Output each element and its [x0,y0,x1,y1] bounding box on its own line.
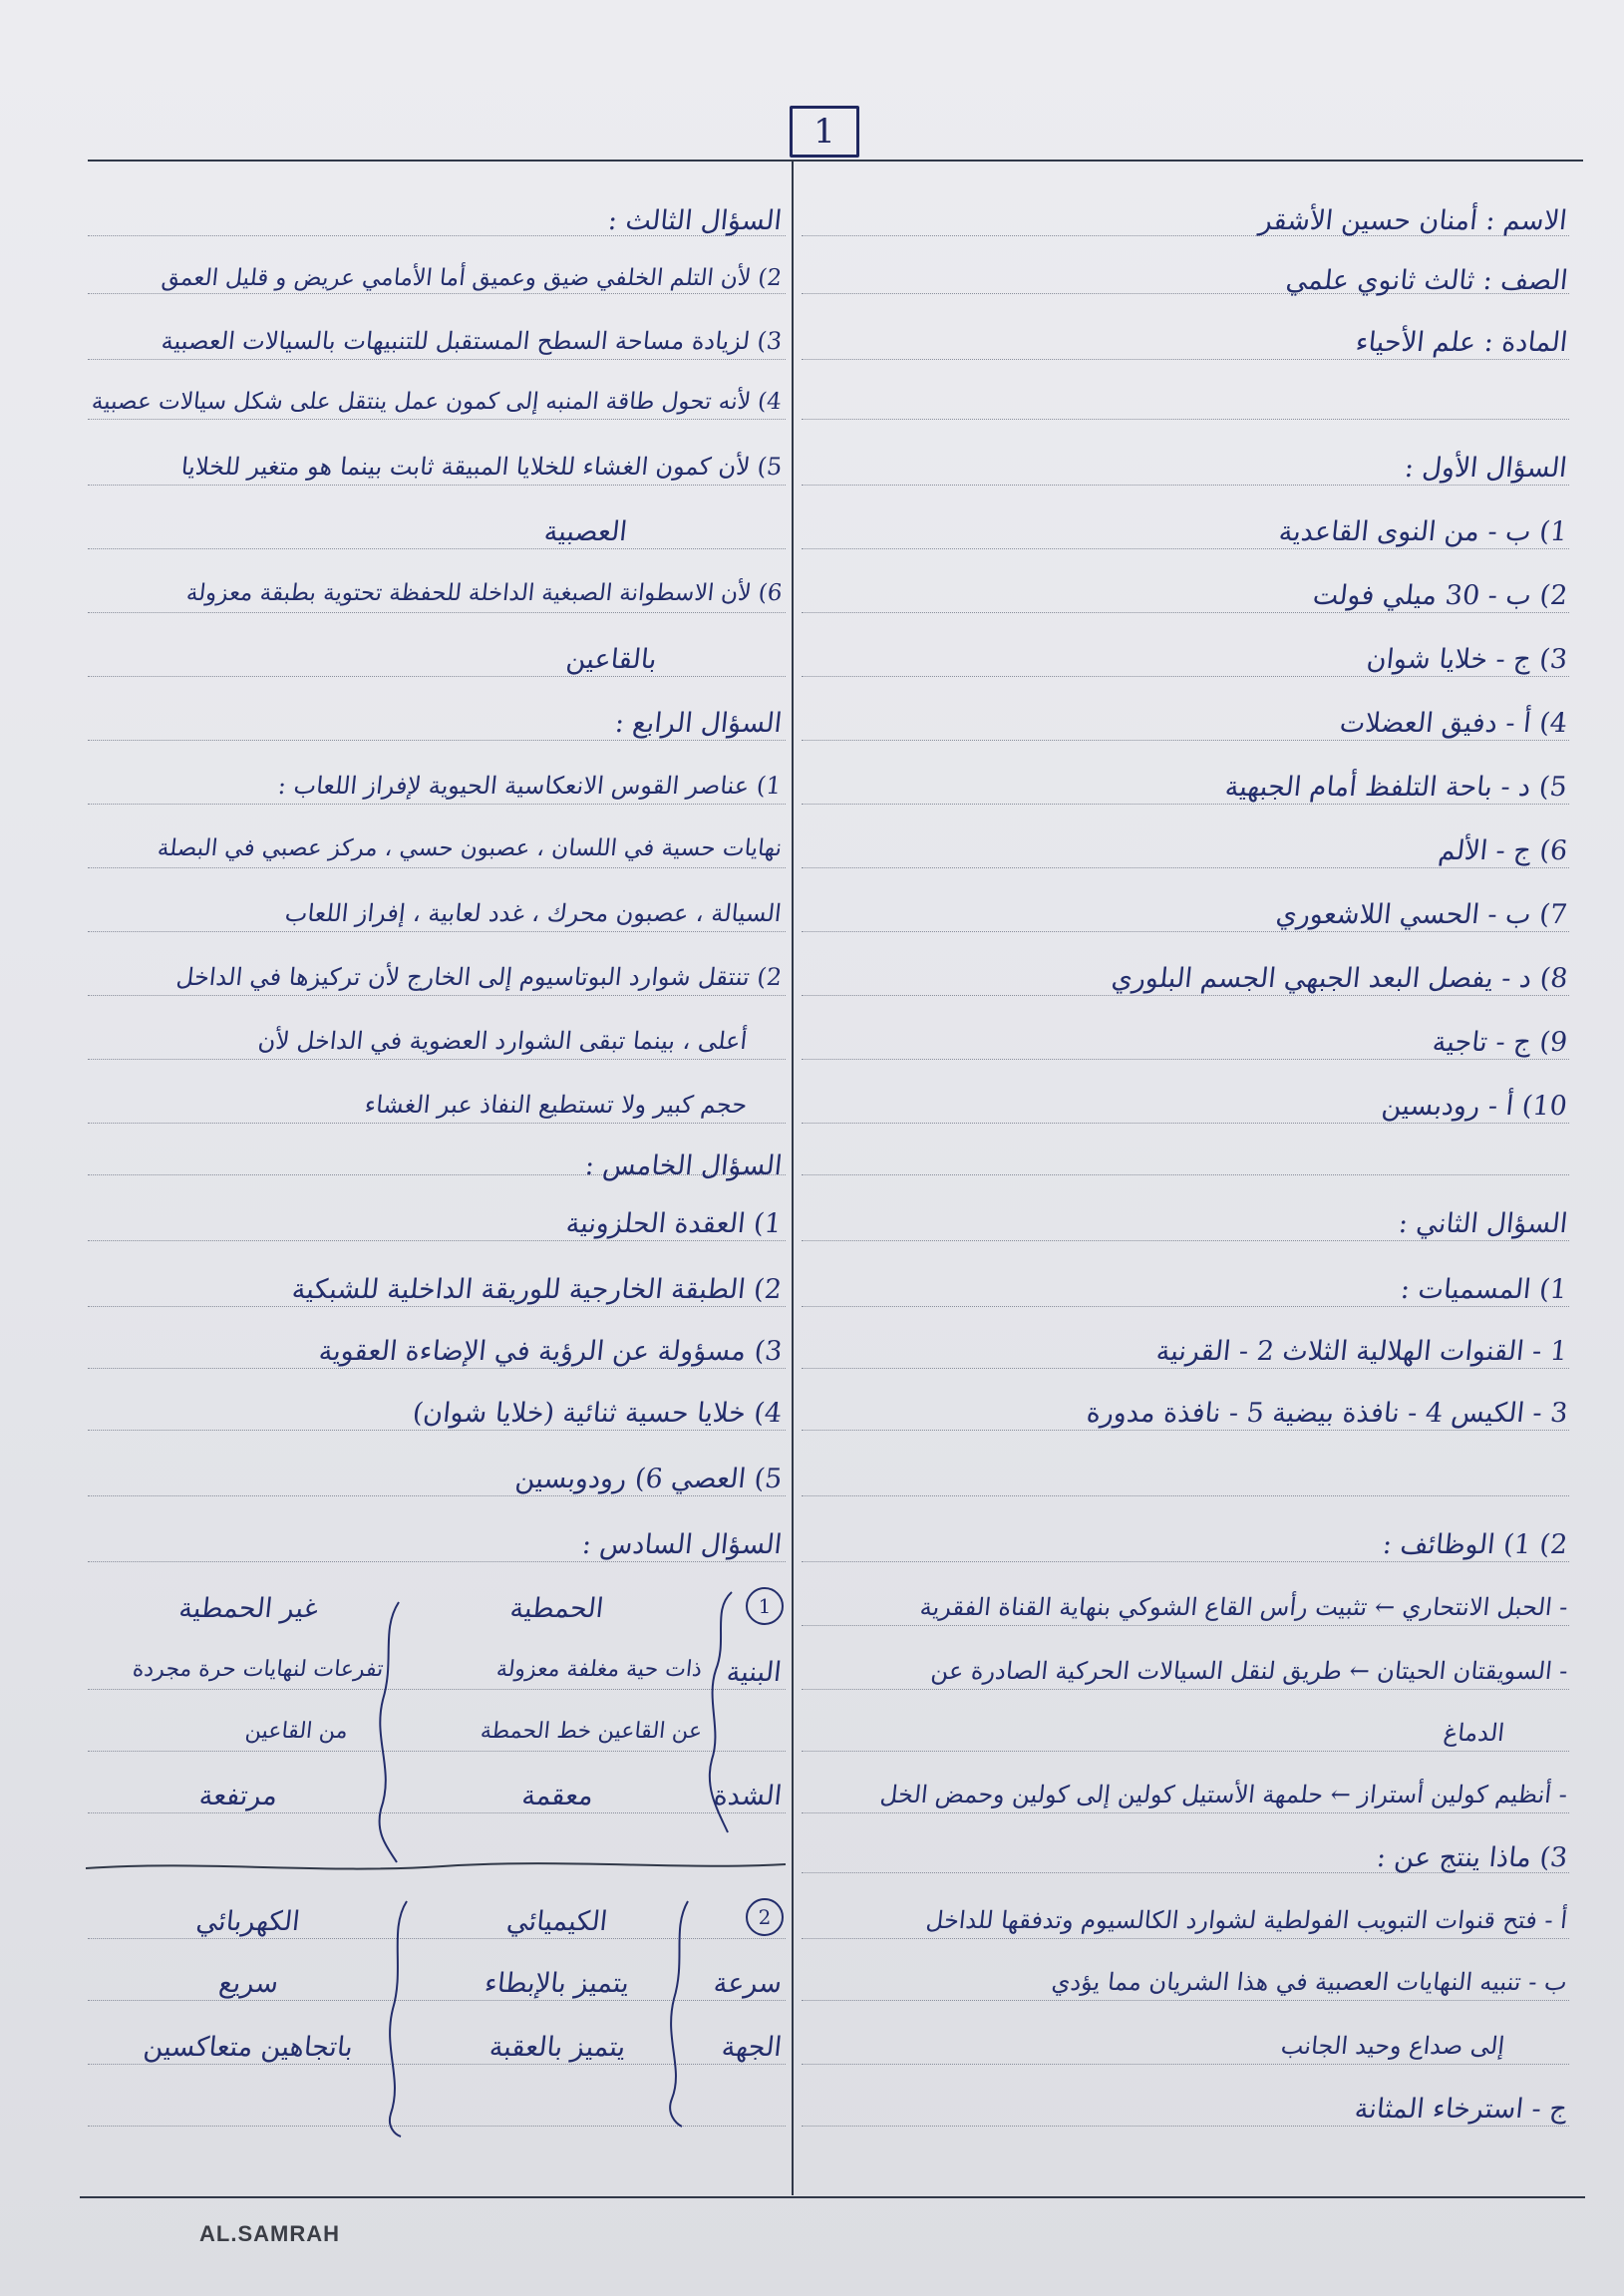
q4-answer: 1) عناصر القوس الانعكاسية الحيوية لإفراز اللعاب : [276,772,784,800]
q2-names-line: 1 - القنوات الهلالية الثلاث 2 - القرنية [1154,1336,1569,1367]
q2-function: - السويقتان الحيتان ← طريق لنقل السيالات الحركية الصادرة عن [929,1657,1569,1685]
q1-answer: 2) ب - 30 ميلي فولت [1311,580,1569,611]
q2-result: ج - استرخاء المثانة [1353,2094,1569,2125]
page-number: 1 [790,106,859,158]
q2-function: - الحبل الانتحاري ← تثبيت رأس القاع الشوكي بنهاية القناة الفقرية [918,1593,1569,1621]
q3-title: السؤال الثالث : [606,205,784,236]
q4-answer: السيالة ، عصبون محرك ، غدد لعابية ، إفراز اللعاب [283,899,784,927]
q5-answer: 5) العصي 6) رودوبسين [513,1464,784,1494]
q5-answer: 4) خلايا حسية ثنائية (خلايا شوان) [411,1398,784,1429]
q3-answer: 5) لأن كمون الغشاء للخلايا المبيقة ثابت بينما هو متغير للخلايا [179,453,784,481]
student-name: الاسم : أمنان حسين الأشقر [1257,205,1569,236]
q2-function: - أنظيم كولين أستراز ← حلمهة الأستيل كولين إلى كولين وحمض الخل [878,1781,1569,1808]
q2-names-line: 3 - الكيس 4 - نافذة بيضية 5 - نافذة مدورة [1084,1398,1569,1429]
table1-cell: من القاعين [244,1719,350,1744]
q1-answer: 7) ب - الحسي اللاشعوري [1274,899,1569,930]
table-number: 2 [746,1898,784,1936]
q1-answer: 10) أ - رودبسين [1380,1091,1569,1122]
q5-answer: 1) العقدة الحلزونية [564,1208,784,1239]
table2-row-label: الجهة [720,2032,784,2063]
q1-answer: 8) د - يفصل البعد الجبهي الجسم البلوري [1109,963,1569,994]
q4-answer: 2) تنتقل شوارد البوتاسيوم إلى الخارج لأن تركيزها في الداخل [174,963,784,991]
table1-row-label: البنية [725,1657,784,1688]
q2-names-title: 1) المسميات : [1399,1274,1569,1305]
q3-answer: 6) لأن الاسطوانة الصبغية الداخلة للحفظة تحتوية بطبقة معزولة [184,580,784,606]
table1-cell: عن القاعين خط الحمطة [479,1719,704,1744]
q1-answer: 1) ب - من النوى القاعدية [1277,516,1569,547]
table-number: 1 [746,1587,784,1625]
q3-answer: 4) لأنه تحول طاقة المنبه إلى كمون عمل ينتقل على شكل سيالات عصبية [90,389,784,415]
table1-header: غير الحمطية [176,1593,320,1624]
table2-cell: يتميز بالعقبة [487,2032,627,2063]
q5-answer: 2) الطبقة الخارجية للوريقة الداخلية للشبكية [290,1274,784,1305]
table2-row-label: سرعة [712,1968,784,1999]
q1-answer: 3) ج - خلايا شوان [1365,644,1569,675]
table1-cell: ذات حية مغلفة معزولة [494,1657,704,1682]
table1-cell: تفرعات لنهايات حرة مجردة [131,1657,385,1682]
q1-title: السؤال الأول : [1403,453,1569,484]
q2-functions-title: 2) 1) الوظائف : [1381,1529,1569,1560]
q1-answer: 9) ج - تاجية [1431,1027,1569,1058]
table2-brace [379,1899,419,2138]
q4-answer: حجم كبير ولا تستطيع النفاذ عبر الغشاء [363,1091,749,1119]
table1-cell: معقمة [519,1781,595,1811]
table2-header: الكهربائي [194,1906,302,1937]
header-line [88,160,1583,162]
q3-answer: العصبية [542,516,629,547]
q4-title: السؤال الرابع : [613,708,784,739]
table1-brace [698,1590,738,1834]
subject: المادة : علم الأحياء [1354,327,1569,358]
table-separator [84,1854,788,1878]
q3-answer: 3) لزيادة مساحة السطح المستقبل للتنبيهات بالسيالات العصبية [160,327,784,355]
q1-answer: 4) أ - دفيق العضلات [1338,708,1569,739]
table2-brace [658,1899,698,2129]
table2-cell: يتميز بالإبطاء [484,1968,631,1999]
q4-answer: نهايات حسية في اللسان ، عصبون حسي ، مركز عصبي في البصلة [156,835,784,861]
table1-header: الحمطية [508,1593,606,1624]
q3-answer: 2) لأن التلم الخلفي ضيق وعميق أما الأمامي عريض و قليل العمق [160,265,784,291]
q2-result: أ - فتح قنوات التبويب الفولطية لشوارد الكالسيوم وتدفقها للداخل [924,1906,1569,1934]
q6-title: السؤال السادس : [580,1529,784,1560]
q2-result-title: 3) ماذا ينتج عن : [1375,1842,1569,1873]
footer-line [80,2196,1585,2198]
q4-answer: أعلى ، بينما تبقى الشوارد العضوية في الداخل لأن [256,1027,749,1055]
q2-result: ب - تنبيه النهايات العصبية في هذا الشريان مما يؤدي [1050,1968,1569,1996]
q5-answer: 3) مسؤولة عن الرؤية في الإضاءة العقوية [316,1336,784,1367]
student-grade: الصف : ثالث ثانوي علمي [1283,265,1569,296]
q3-answer: بالقاعين [564,644,659,675]
q1-answer: 5) د - باحة التلفظ أمام الجبهية [1223,772,1569,803]
table2-header: الكيميائي [504,1906,610,1937]
table1-cell: مرتفعة [197,1781,279,1811]
table2-cell: سريع [216,1968,280,1999]
table1-brace [369,1600,409,1864]
q2-title: السؤال الثاني : [1397,1208,1569,1239]
column-divider [792,162,794,2195]
brand-logo: AL.SAMRAH [199,2221,340,2246]
q2-function: الدماغ [1442,1719,1506,1747]
q2-result: إلى صداع وحيد الجانب [1279,2032,1506,2060]
table1-row-label: الشدة [712,1781,784,1811]
q5-title: السؤال الخامس : [582,1150,784,1181]
q1-answer: 6) ج - الألم [1437,835,1569,866]
table2-cell: باتجاهين متعاكسين [142,2032,355,2063]
